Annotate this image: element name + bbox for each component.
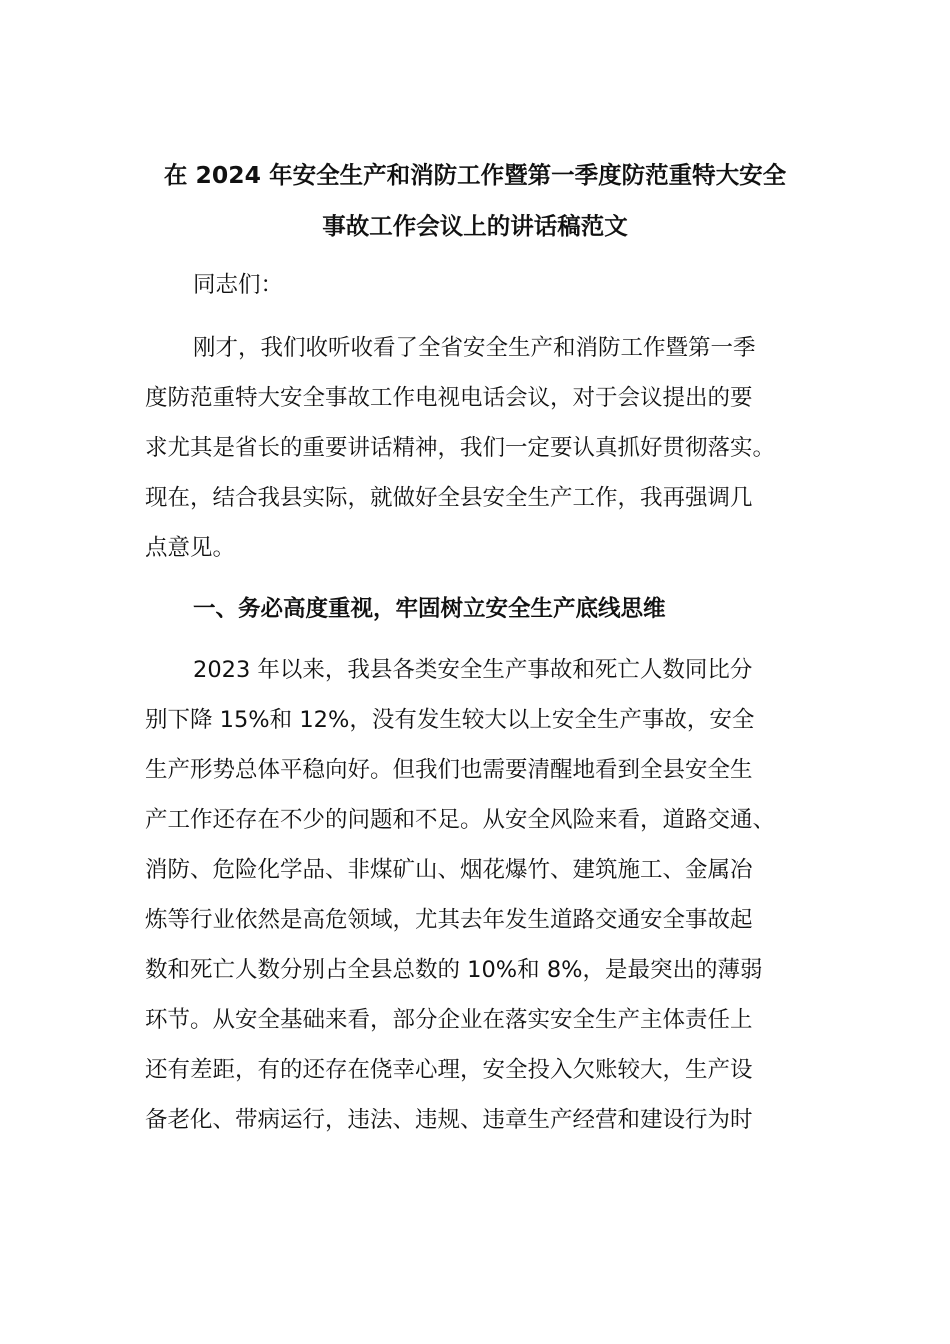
- title-line-2: 事故工作会议上的讲话稿范文: [322, 212, 628, 240]
- paragraph1-line-2: 度防范重特大安全事故工作电视电话会议，对于会议提出的要: [145, 385, 753, 411]
- paragraph1-line-1: 刚才，我们收听收看了全省安全生产和消防工作暨第一季: [193, 335, 756, 361]
- paragraph2-line-5: 消防、危险化学品、非煤矿山、烟花爆竹、建筑施工、金属冶: [145, 857, 753, 883]
- paragraph2-line-3: 生产形势总体平稳向好。但我们也需要清醒地看到全县安全生: [145, 757, 753, 783]
- paragraph2-line-8: 环节。从安全基础来看，部分企业在落实安全生产主体责任上: [145, 1007, 753, 1033]
- paragraph2-line-6: 炼等行业依然是高危领域，尤其去年发生道路交通安全事故起: [145, 907, 753, 933]
- paragraph2-line-9: 还有差距，有的还存在侥幸心理，安全投入欠账较大，生产设: [145, 1057, 753, 1083]
- section1-heading: 一、务必高度重视，牢固树立安全生产底线思维: [193, 596, 666, 622]
- paragraph2-line-7: 数和死亡人数分别占全县总数的 10%和 8%，是最突出的薄弱: [145, 957, 763, 983]
- paragraph2-line-10: 备老化、带病运行，违法、违规、违章生产经营和建设行为时: [145, 1107, 753, 1133]
- paragraph2-line-1: 2023 年以来，我县各类安全生产事故和死亡人数同比分: [193, 657, 753, 683]
- paragraph2-line-2: 别下降 15%和 12%，没有发生较大以上安全生产事故，安全: [145, 707, 755, 733]
- salutation: 同志们：: [193, 272, 284, 298]
- title-line-1: 在 2024 年安全生产和消防工作暨第一季度防范重特大安全: [163, 161, 787, 189]
- paragraph1-line-5: 点意见。: [145, 535, 236, 561]
- paragraph2-line-4: 产工作还存在不少的问题和不足。从安全风险来看，道路交通、: [145, 807, 776, 833]
- paragraph1-line-3: 求尤其是省长的重要讲话精神，我们一定要认真抓好贯彻落实。: [145, 435, 776, 461]
- paragraph1-line-4: 现在，结合我县实际，就做好全县安全生产工作，我再强调几: [145, 485, 753, 511]
